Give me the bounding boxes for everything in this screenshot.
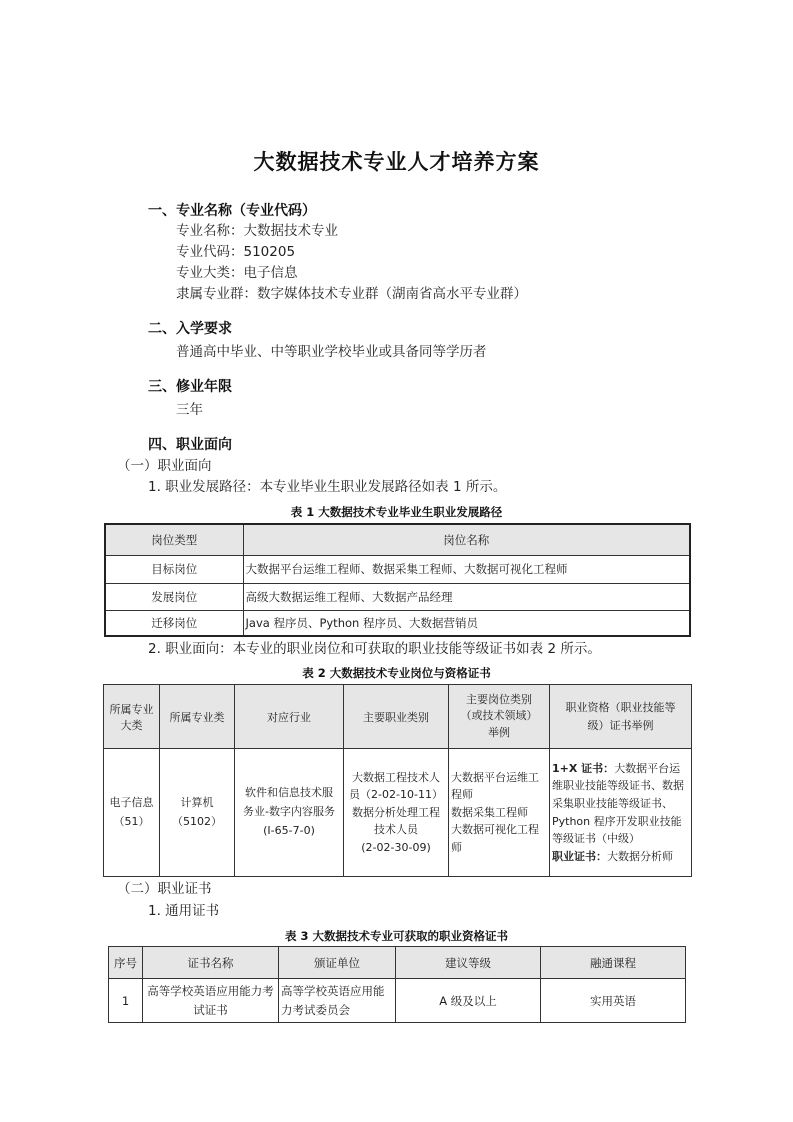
table-header: 岗位名称: [243, 524, 690, 555]
table-header: 主要职业类别: [344, 685, 449, 749]
major-name-line: 专业名称：大数据技术专业: [176, 223, 338, 239]
table-cell: 迁移岗位: [105, 610, 243, 636]
major-category-line: 专业大类：电子信息: [176, 265, 298, 281]
table-header: 所属专业 大类: [104, 685, 160, 749]
major-group-line: 隶属专业群：数字媒体技术专业群（湖南省高水平专业群）: [176, 286, 527, 302]
table-header: 证书名称: [143, 947, 279, 979]
subsection-career: （一）职业面向: [117, 458, 212, 474]
section-2-heading: 二、入学要求: [148, 321, 232, 337]
table-cell: 大数据平台运维工 程师 数据采集工程师 大数据可视化工程 师: [449, 749, 550, 877]
table-3-caption: 表 3 大数据技术专业可获取的职业资格证书: [284, 929, 508, 943]
table-cell: 目标岗位: [105, 555, 243, 583]
table-header: 序号: [109, 947, 143, 979]
career-path-table: [104, 523, 691, 637]
table-header: 建议等级: [396, 947, 541, 979]
table-header: 融通课程: [541, 947, 686, 979]
table-cell: 软件和信息技术服 务业-数字内容服务 (I-65-7-0): [235, 749, 344, 877]
cert-vocational-text: 大数据分析师: [607, 849, 673, 863]
table-header: 颁证单位: [279, 947, 396, 979]
table-cell: 高等学校英语应用能 力考试委员会: [279, 979, 396, 1023]
table-cell: 大数据平台运维工程师、数据采集工程师、大数据可视化工程师: [243, 555, 690, 583]
table-cell: A 级及以上: [396, 979, 541, 1023]
table-cell: 大数据工程技术人 员（2-02-10-11） 数据分析处理工程 技术人员 (2-02-30-09): [344, 749, 449, 877]
table-cell: 实用英语: [541, 979, 686, 1023]
major-code-line: 专业代码：510205: [176, 244, 296, 260]
career-direction-paragraph: 2. 职业面向：本专业的职业岗位和可获取的职业技能等级证书如表 2 所示。: [148, 641, 601, 657]
table-cell: 发展岗位: [105, 583, 243, 610]
table-cell: Java 程序员、Python 程序员、大数据营销员: [243, 610, 690, 636]
section-3-heading: 三、修业年限: [148, 379, 232, 395]
cert-vocational-label: 职业证书：: [552, 849, 607, 863]
duration-text: 三年: [176, 402, 203, 418]
career-path-paragraph: 1. 职业发展路径：本专业毕业生职业发展路径如表 1 所示。: [148, 479, 507, 495]
qualification-table: [108, 946, 686, 1023]
table-header: 岗位类型: [105, 524, 243, 555]
table-cell: 计算机 （5102）: [160, 749, 235, 877]
table-header: 主要岗位类别 （或技术领域） 举例: [449, 685, 550, 749]
table-header: 对应行业: [235, 685, 344, 749]
admission-text: 普通高中毕业、中等职业学校毕业或具备同等学历者: [176, 344, 487, 360]
career-cert-table: [103, 684, 692, 877]
table-cell: 高级大数据运维工程师、大数据产品经理: [243, 583, 690, 610]
section-1-heading: 一、专业名称（专业代码）: [148, 203, 316, 219]
table-1-caption: 表 1 大数据技术专业毕业生职业发展路径: [290, 505, 503, 519]
subsection-certificates: （二）职业证书: [117, 881, 212, 897]
general-certs-heading: 1. 通用证书: [148, 903, 220, 919]
table-cell: 电子信息 （51）: [104, 749, 160, 877]
table-cell: 高等学校英语应用能力考 试证书: [143, 979, 279, 1023]
cert-1x-text: 大数据平台运维职业技能等级证书、数据采集职业技能等级证书、Python 程序开发职业技能等级证书（中级）: [552, 761, 684, 846]
table-cell: [550, 749, 692, 877]
table-2-caption: 表 2 大数据技术专业岗位与资格证书: [302, 666, 491, 680]
page-title: 大数据技术专业人才培养方案: [253, 150, 540, 174]
section-4-heading: 四、职业面向: [148, 437, 232, 453]
table-header: 所属专业类: [160, 685, 235, 749]
cert-1x-label: 1+X 证书：: [552, 761, 615, 775]
table-cell: 1: [109, 979, 143, 1023]
table-header: 职业资格（职业技能等 级）证书举例: [550, 685, 692, 749]
